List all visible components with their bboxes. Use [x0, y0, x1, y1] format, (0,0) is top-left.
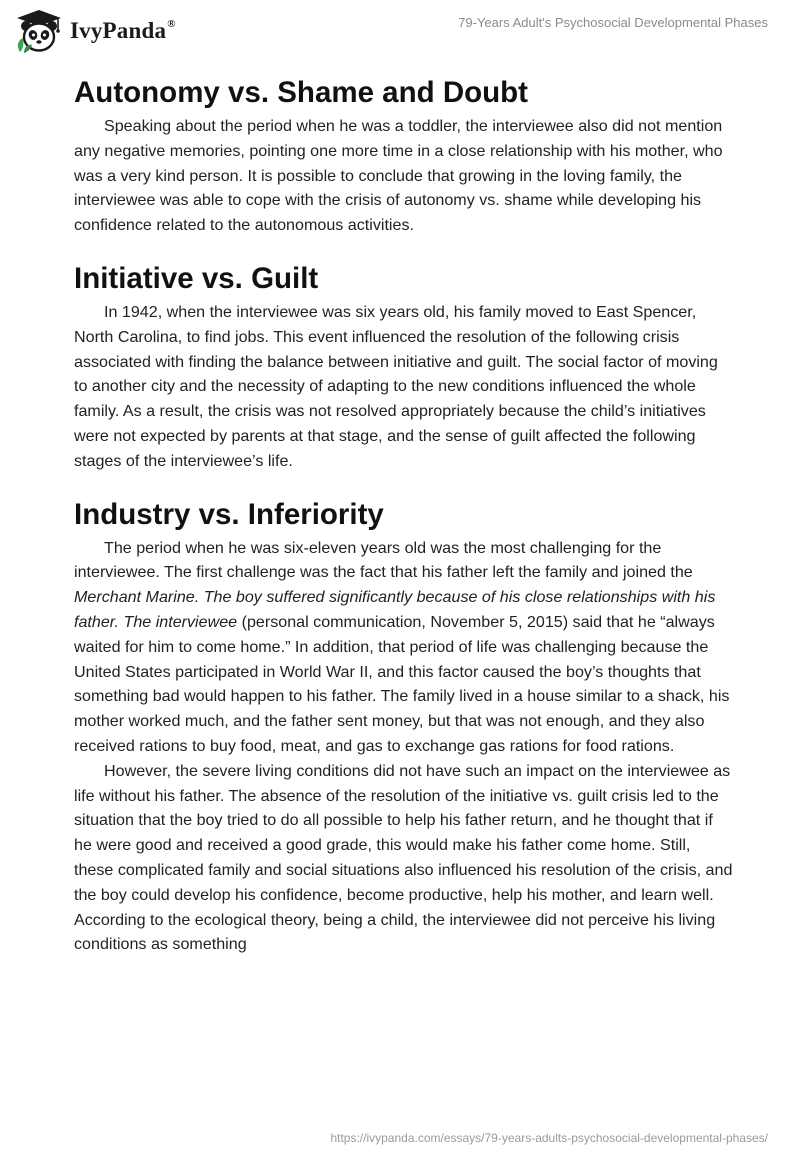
ivypanda-logo[interactable] — [14, 8, 176, 54]
document-title: 79-Years Adult's Psychosocial Developmental Phases — [458, 15, 768, 30]
paragraph: However, the severe living conditions did not have such an impact on the interviewee as life without his father. The absence of the resolution of the initiative vs. guilt crisis led to the situation that the boy tried to do all possible to help his father return, and he thought that if he were good and received a good grade, this would make his father come home. Still, these complicated family and social situations also influenced his resolution of the crisis, and the boy could develop his confidence, become productive, help his mother, and learn well. According to the ecological theory, being a child, the interviewee did not perceive his living conditions as something — [74, 761, 733, 954]
section-heading: Industry vs. Inferiority — [74, 497, 384, 531]
page-header — [0, 0, 800, 60]
source-url[interactable]: https://ivypanda.com/essays/79-years-adults-psychosocial-developmental-phases/ — [330, 1131, 768, 1145]
essay-content — [74, 70, 734, 957]
brand-name: IvyPanda® — [70, 18, 176, 43]
italic-text: Merchant Marine. The boy suffered significantly because of his close relationships with his father. The interviewee — [74, 588, 716, 631]
paragraph: In 1942, when the interviewee was six years old, his family moved to East Spencer, North Carolina, to find jobs. This event influenced the resolution of the following crisis associated with finding the balance between initiative and guilt. The social factor of moving to another city and the necessity of adapting to the new conditions influenced the whole family. As a result, the crisis was not resolved appropriately because the child’s initiatives were not expected by parents at that stage, and the sense of guilt affected the following stages of the interviewee’s life. — [74, 302, 718, 470]
section-heading: Initiative vs. Guilt — [74, 261, 319, 295]
paragraph: Speaking about the period when he was a toddler, the interviewee also did not mention any negative memories, pointing one more time in a close relationship with his mother, who was a very kind person. It is possible to conclude that growing in the loving family, the interviewee was able to cope with the crisis of autonomy vs. shame while developing his confidence related to the autonomous activities. — [74, 117, 723, 235]
section-heading: Autonomy vs. Shame and Doubt — [74, 76, 529, 109]
panda-graduate-icon — [14, 8, 64, 54]
paragraph: The period when he was six-eleven years old was the most challenging for the interviewee. The first challenge was the fact that his father left the family and joined the Merchant Marine. The boy suffered significantly because of his close relationships with his father. The interviewee (personal communication, November 5, 2015) said that he “always waited for him to come home.” In addition, that period of life was challenging because the United States participated in World War II, and this factor caused the boy’s thoughts that something bad would happen to his father. The family lived in a house similar to a shack, his mother worked much, and the father sent money, but that was not enough, and they also received rations to buy food, meat, and gas to exchange gas rations for food rations. — [74, 538, 730, 755]
